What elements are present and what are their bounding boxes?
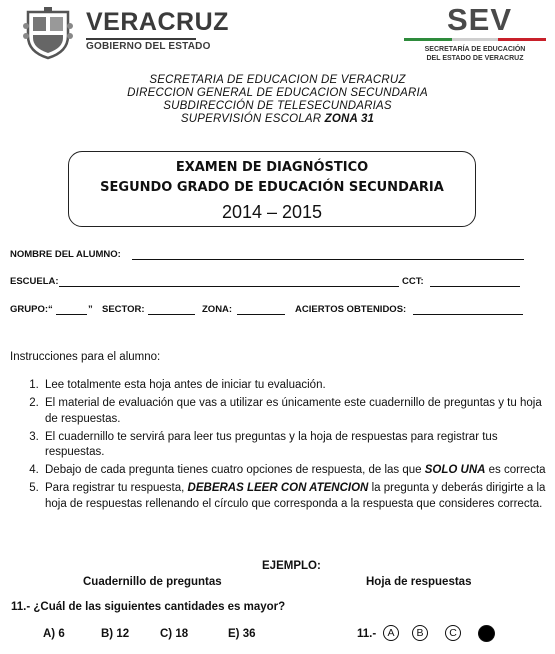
student-name-label: NOMBRE DEL ALUMNO:	[10, 249, 121, 260]
office-line-1: SECRETARIA DE EDUCACION DE VERACRUZ	[149, 74, 406, 86]
veracruz-logo-subtitle: GOBIERNO DEL ESTADO	[86, 41, 211, 52]
veracruz-logo-title: VERACRUZ	[86, 8, 229, 36]
zone-field[interactable]	[237, 314, 285, 315]
school-field[interactable]	[59, 286, 399, 287]
exam-subtitle: SEGUNDO GRADO DE EDUCACIÓN SECUNDARIA	[100, 180, 444, 195]
instruction-item-5-pre: Para registrar tu respuesta,	[45, 482, 188, 494]
school-label: ESCUELA:	[10, 276, 59, 287]
example-option-e: E) 36	[228, 628, 256, 640]
score-label: ACIERTOS OBTENIDOS:	[295, 304, 407, 315]
instruction-item: 1. Lee totalmente esta hoja antes de iniciar tu evaluación.	[42, 378, 546, 394]
sector-label: SECTOR:	[102, 304, 145, 315]
answer-number: 11.-	[357, 628, 377, 640]
office-zone: ZONA 31	[324, 113, 375, 125]
cct-field[interactable]	[430, 286, 520, 287]
example-option-a: A) 6	[43, 628, 65, 640]
sev-subtitle-line-2: DEL ESTADO DE VERACRUZ	[426, 55, 524, 62]
instruction-item: 2. El material de evaluación que vas a utilizar es únicamente este cuadernillo de preguntas y tu hoja de respuestas.	[42, 396, 546, 427]
veracruz-crest-icon	[22, 6, 74, 60]
instruction-item-4-pre: Debajo de cada pregunta tienes cuatro opciones de respuesta, de las que	[45, 464, 425, 476]
group-close-quote: ”	[88, 304, 93, 315]
answer-bubble-a[interactable]: A	[383, 625, 399, 641]
example-option-b: B) 12	[101, 628, 130, 640]
student-name-field[interactable]	[132, 259, 524, 260]
instruction-item-4-post: es correcta	[485, 464, 546, 476]
instruction-item-4-emphasis: SOLO UNA	[424, 464, 486, 476]
exam-title: EXAMEN DE DIAGNÓSTICO	[175, 160, 369, 175]
answer-bubble-filled[interactable]	[478, 625, 495, 642]
example-title: EJEMPLO:	[262, 560, 321, 572]
office-line-4-prefix: SUPERVISIÓN ESCOLAR	[180, 113, 325, 125]
office-line-2: DIRECCION GENERAL DE EDUCACION SECUNDARIA	[127, 87, 428, 99]
example-answer-sheet-heading: Hoja de respuestas	[366, 576, 472, 588]
office-line-3: SUBDIRECCIÓN DE TELESECUNDARIAS	[163, 100, 392, 112]
example-question: 11.- ¿Cuál de las siguientes cantidades es mayor?	[11, 601, 286, 613]
veracruz-logo-rule	[86, 38, 196, 40]
exam-year: 2014 – 2015	[221, 202, 323, 222]
example-booklet-heading: Cuadernillo de preguntas	[83, 576, 222, 588]
sev-logo-subtitle	[412, 45, 538, 63]
office-line-4	[0, 113, 555, 126]
instruction-item-5-post: la pregunta y deberás dirigirte a la hoja de respuestas rellenando el círculo que corresponda a la respuesta que consideres correcta.	[45, 482, 546, 510]
instructions-list	[20, 378, 546, 515]
cct-label: CCT:	[402, 276, 424, 287]
sev-color-bar	[404, 38, 546, 41]
zone-label: ZONA:	[202, 304, 233, 315]
group-label: GRUPO:“	[10, 304, 53, 315]
instructions-title: Instrucciones para el alumno:	[10, 351, 161, 363]
example-option-c: C) 18	[160, 628, 189, 640]
sector-field[interactable]	[148, 314, 195, 315]
sev-logo-title: SEV	[447, 2, 513, 37]
score-field[interactable]	[413, 314, 523, 315]
instruction-item: 3. El cuadernillo te servirá para leer tus preguntas y la hoja de respuestas para registrar tus respuestas.	[42, 430, 546, 461]
instruction-item	[42, 463, 546, 479]
sev-subtitle-line-1: SECRETARÍA DE EDUCACIÓN	[424, 46, 526, 53]
group-field[interactable]	[56, 314, 87, 315]
answer-bubble-b[interactable]: B	[412, 625, 428, 641]
instruction-item	[42, 481, 546, 512]
answer-bubble-c[interactable]: C	[445, 625, 461, 641]
instruction-item-5-emphasis: DEBERAS LEER CON ATENCION	[187, 482, 369, 494]
